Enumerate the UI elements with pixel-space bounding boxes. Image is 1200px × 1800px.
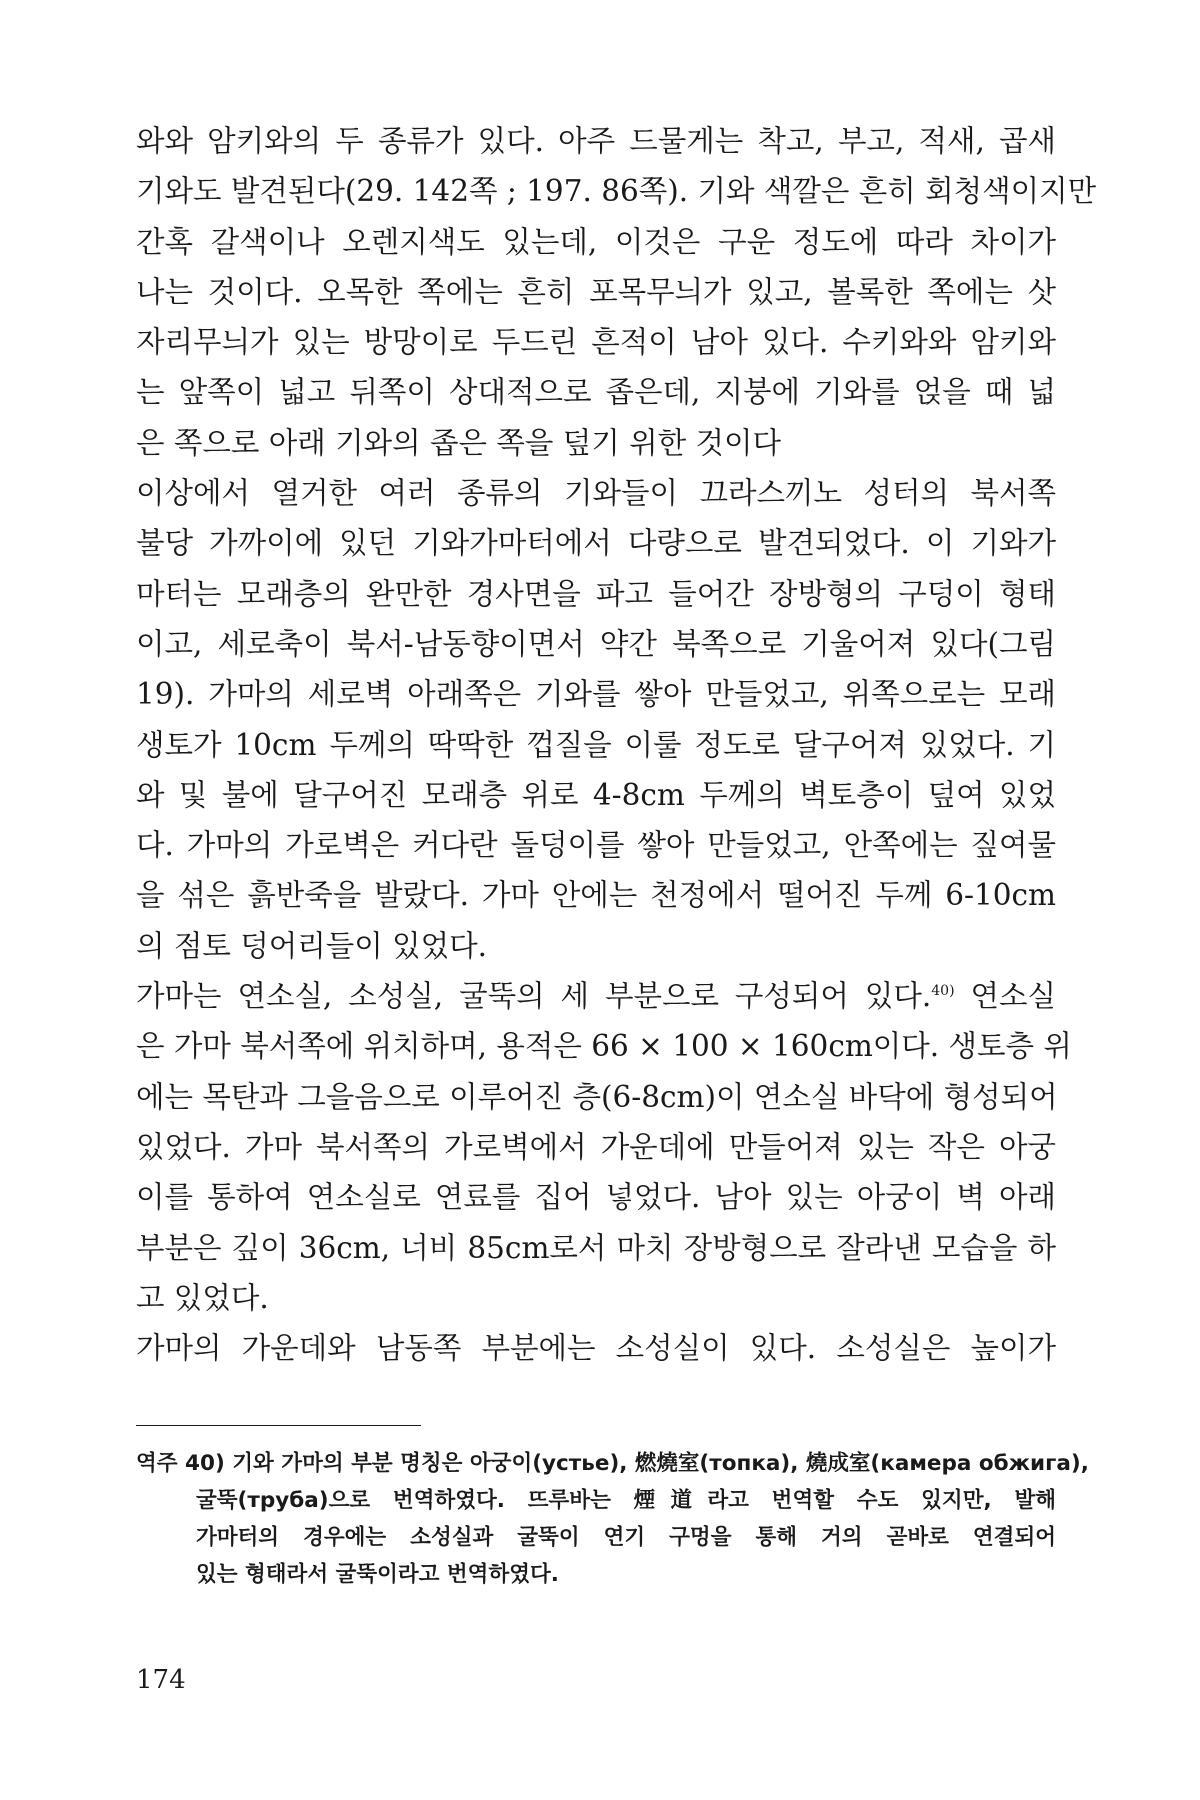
text-line: 자리무늬가 있는 방망이로 두드린 흔적이 남아 있다. 수키와와 암키와 (136, 325, 1056, 360)
paragraph-start-line (136, 971, 1056, 1021)
text-line: 기와도 발견된다(29. 142쪽 ; 197. 86쪽). 기와 색깔은 흔히 회청색이지만 (136, 174, 1097, 209)
text-segment: 가마는 연소실, 소성실, 굴뚝의 세 부분으로 구성되어 있다. (136, 979, 932, 1014)
text-line: 불당 가까이에 있던 기와가마터에서 다량으로 발견되었다. 이 기와가 (136, 526, 1056, 561)
text-line: 는 앞쪽이 넓고 뒤쪽이 상대적으로 좁은데, 지붕에 기와를 얹을 때 넓 (136, 375, 1056, 410)
footnote (136, 1445, 1089, 1593)
text-line: 이를 통하여 연소실로 연료를 집어 넣었다. 남아 있는 아궁이 벽 아래 (136, 1180, 1056, 1215)
footnote-reference: 40) (931, 983, 955, 1000)
text-line: 있었다. 가마 북서쪽의 가로벽에서 가운데에 만들어져 있는 작은 아궁 (136, 1129, 1056, 1164)
text-line: 부분은 깊이 36cm, 너비 85cm로서 마치 장방형으로 잘라낸 모습을 하 (136, 1230, 1056, 1265)
text-line: 의 점토 덩어리들이 있었다. (136, 928, 487, 963)
footnote-text: 기와 가마의 부분 명칭은 아궁이(устье), 燃燒室(топка), 燒成室(камера обжига), (232, 1451, 1089, 1476)
text-line: 와와 암키와의 두 종류가 있다. 아주 드물게는 착고, 부고, 적새, 곱새 (136, 124, 1056, 158)
text-line: 을 섞은 흙반죽을 발랐다. 가마 안에는 천정에서 떨어진 두께 6-10cm (136, 878, 1056, 913)
text-line: 19). 가마의 세로벽 아래쪽은 기와를 쌓아 만들었고, 위쪽으로는 모래 (136, 677, 1056, 712)
paragraph-start-line: 이상에서 열거한 여러 종류의 기와들이 끄라스끼노 성터의 북서쪽 (136, 476, 1056, 511)
text-line: 은 쪽으로 아래 기와의 좁은 쪽을 덮기 위한 것이다 (136, 425, 781, 460)
footnote-line: 있는 형태라서 굴뚝이라고 번역하였다. (196, 1562, 559, 1587)
text-line: 간혹 갈색이나 오렌지색도 있는데, 이것은 구운 정도에 따라 차이가 (136, 224, 1056, 259)
footnote-label: 역주 40) (136, 1451, 225, 1476)
body-text (136, 116, 1097, 1373)
text-line: 다. 가마의 가로벽은 커다란 돌덩이를 쌓아 만들었고, 안쪽에는 짚여물 (136, 828, 1056, 863)
text-line: 이고, 세로축이 북서-남동향이면서 약간 북쪽으로 기울어져 있다(그림 (136, 626, 1056, 661)
text-segment: 연소실 (954, 979, 1056, 1014)
text-line: 와 및 불에 달구어진 모래층 위로 4-8cm 두께의 벽토층이 덮여 있었 (136, 777, 1056, 812)
text-line: 나는 것이다. 오목한 쪽에는 흔히 포목무늬가 있고, 볼록한 쪽에는 삿 (136, 274, 1056, 309)
page-number: 174 (136, 1665, 186, 1695)
paragraph-start-line: 가마의 가운데와 남동쪽 부분에는 소성실이 있다. 소성실은 높이가 (136, 1331, 1056, 1366)
text-line: 생토가 10cm 두께의 딱딱한 껍질을 이룰 정도로 달구어져 있었다. 기 (136, 727, 1056, 762)
footnote-line: 굴뚝(труба)으로 번역하였다. 뜨루바는 煙道라고 번역할 수도 있지만, 발해 (196, 1488, 1056, 1513)
text-line: 은 가마 북서쪽에 위치하며, 용적은 66 × 100 × 160cm이다. 생토층 위 (136, 1029, 1072, 1064)
footnote-divider (136, 1425, 421, 1426)
footnote-line (136, 1445, 1089, 1482)
text-line: 에는 목탄과 그을음으로 이루어진 층(6-8cm)이 연소실 바닥에 형성되어 (136, 1079, 1058, 1114)
footnote-line: 가마터의 경우에는 소성실과 굴뚝이 연기 구멍을 통해 거의 곧바로 연결되어 (196, 1525, 1056, 1550)
text-line: 마터는 모래층의 완만한 경사면을 파고 들어간 장방형의 구덩이 형태 (136, 576, 1056, 611)
text-line: 고 있었다. (136, 1280, 269, 1315)
